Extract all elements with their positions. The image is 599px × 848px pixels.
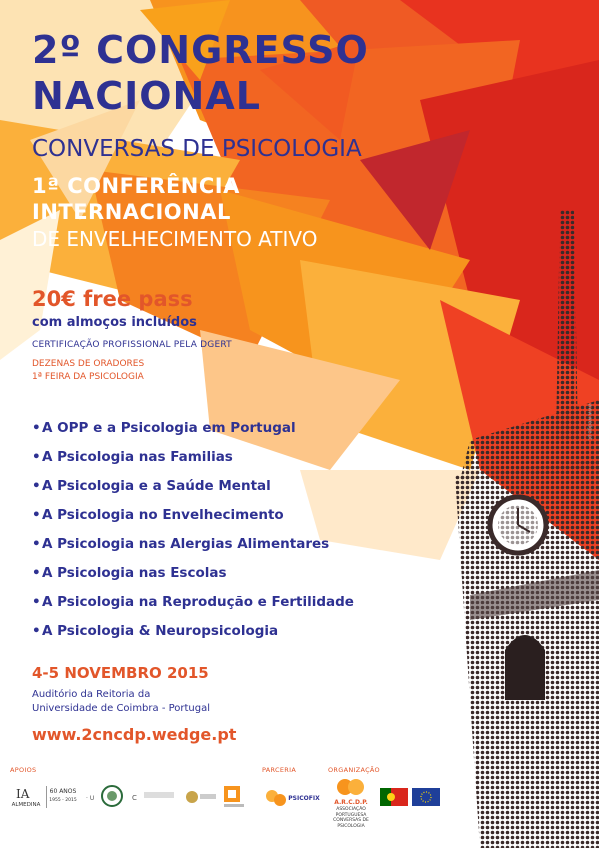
price-subtitle: com almoços incluídos: [32, 315, 197, 330]
bullet-icon: •: [32, 478, 41, 494]
sixty-years-label: 60 ANOS: [49, 788, 77, 795]
event-date: 4-5 NOVEMBRO 2015: [32, 664, 209, 682]
topic-label: A Psicologia e a Saúde Mental: [42, 478, 271, 494]
list-item: [32, 559, 354, 588]
congress-title-line2: NACIONAL: [32, 74, 261, 118]
event-website-link[interactable]: www.2cncdp.wedge.pt: [32, 725, 237, 744]
congress-subtitle: CONVERSAS DE PSICOLOGIA: [32, 136, 362, 162]
divider: [46, 786, 47, 808]
topic-label: A Psicologia nas Familias: [42, 449, 233, 465]
conference-title-line1: 1ª CONFERÊNCIA: [32, 174, 240, 198]
bullet-icon: •: [32, 623, 41, 639]
certification-text: CERTIFICAÇÃO PROFISSIONAL PELA DGERT: [32, 340, 232, 350]
psicofix-label: PSICOFIX: [288, 795, 320, 802]
venue-line2: Universidade de Coimbra - Portugal: [32, 703, 211, 714]
arcdp-label: A.R.C.D.P.: [334, 799, 368, 806]
topic-label: A Psicologia & Neuropsicologia: [42, 623, 279, 639]
parceria-label: PARCERIA: [262, 766, 297, 774]
list-item: [32, 443, 354, 472]
almedina-label: ALMEDINA: [11, 802, 41, 808]
organizacao-label: ORGANIZAÇÃO: [328, 766, 380, 774]
congress-title-line1: 2º CONGRESSO: [32, 28, 369, 72]
apoios-label: APOIOS: [10, 766, 37, 774]
list-item: [32, 588, 354, 617]
speakers-text: DEZENAS DE ORADORES: [32, 359, 145, 369]
bullet-icon: •: [32, 536, 41, 552]
list-item: [32, 530, 354, 559]
list-item: [32, 501, 354, 530]
topic-label: A Psicologia nas Escolas: [42, 565, 227, 581]
bullet-icon: •: [32, 565, 41, 581]
conference-subtitle: DE ENVELHECIMENTO ATIVO: [32, 227, 318, 251]
arcdp-description: ASSOCIAÇÃO PORTUGUESA CONVERSAS DE PSICOLOGIA: [333, 807, 369, 829]
sponsor-logos-group: [84, 784, 180, 812]
topic-label: A Psicologia nas Alergias Alimentares: [42, 536, 330, 552]
topic-label: A Psicologia no Envelhecimento: [42, 507, 284, 523]
conference-title-line2: INTERNACIONAL: [32, 200, 231, 224]
topic-label: A Psicologia na Reprodução e Fertilidade: [42, 594, 354, 610]
topic-label: A OPP e a Psicologia em Portugal: [42, 420, 296, 436]
price-heading: 20€ free pass: [32, 287, 193, 311]
bullet-icon: •: [32, 420, 41, 436]
svg-text:C: C: [132, 794, 137, 802]
event-venue: [32, 688, 210, 716]
bullet-icon: •: [32, 507, 41, 523]
almedina-logo-icon: [12, 786, 42, 800]
svg-text:IA: IA: [16, 787, 30, 800]
list-item: [32, 414, 354, 443]
fair-text: 1ª FEIRA DA PSICOLOGIA: [32, 372, 144, 382]
svg-text:· U: · U: [86, 795, 95, 802]
side-credit: www.wedge.pt: [587, 403, 593, 440]
sponsor-logo-orange-icon: [222, 784, 248, 812]
list-item: [32, 617, 354, 646]
arcdp-logo-icon: [334, 776, 368, 798]
sponsor-logo-icon: [184, 786, 218, 808]
portugal-flag-icon: [380, 788, 408, 806]
bullet-icon: •: [32, 594, 41, 610]
bullet-icon: •: [32, 449, 41, 465]
sixty-years-dates: 1955 - 2015: [49, 798, 77, 803]
topics-list: [32, 414, 354, 646]
venue-line1: Auditório da Reitoria da: [32, 689, 151, 700]
eu-flag-icon: [412, 788, 440, 806]
list-item: [32, 472, 354, 501]
